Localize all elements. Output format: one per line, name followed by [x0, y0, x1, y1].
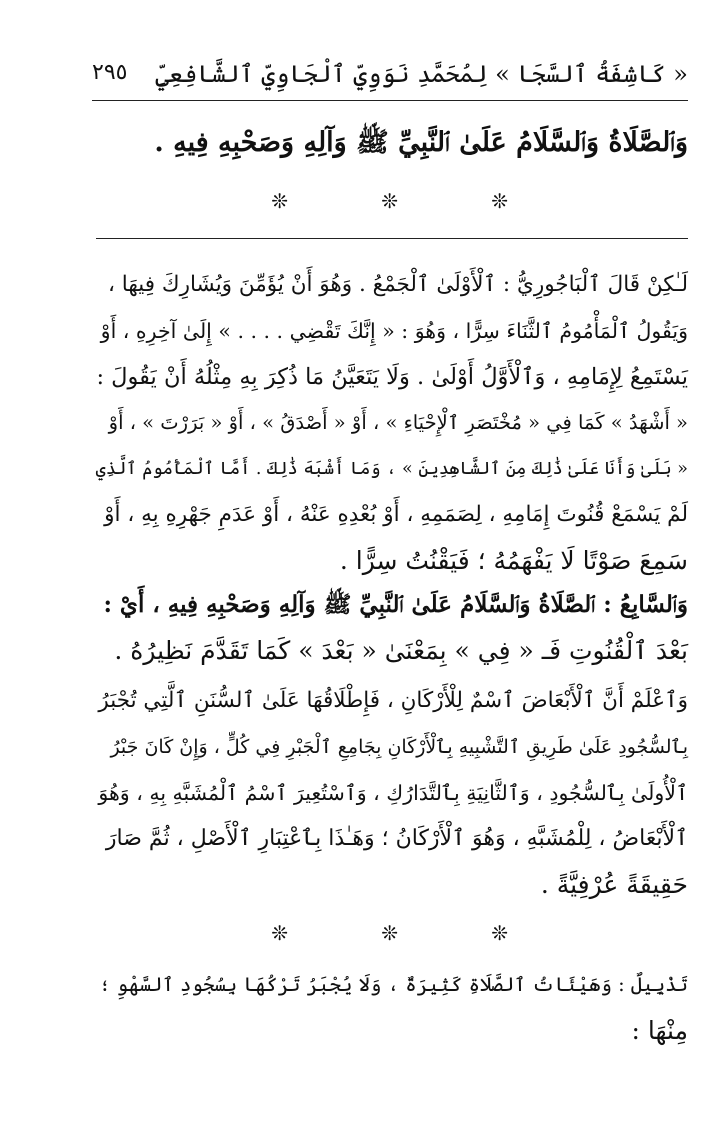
paragraph-line: بِٱلسُّجُودِ عَلَىٰ طَرِيقِ ٱلتَّشْبِيهِ بِٱلْأَرْكَانِ بِجَامِعِ ٱلْجَبْرِ فِي كُلٍّ ، وَإِنْ كَانَ جَبْرُ: [110, 736, 688, 758]
paragraph-line: يَسْتَمِعُ لِإِمَامِهِ ، وَٱلْأَوَّلُ أَوْلَىٰ . وَلَا يَتَعَيَّنُ مَا ذُكِرَ بِهِ مِثْلُهُ أَنْ يَقُولَ :: [96, 364, 688, 390]
stars-separator-middle: [96, 918, 688, 948]
star-ornament: ❊: [271, 189, 288, 213]
paragraph-line: تَذْيِيلٌ : وَهَيْئَاتُ ٱلصَّلَاةِ كَثِيرَةٌ ، وَلَا يُجْبَرُ تَرْكُهَا بِسُجُودِ ٱلسَّهْوِ ؛: [99, 973, 688, 996]
paragraph-line: سَمِعَ صَوْتًا لَا يَفْهَمُهُ ؛ فَيَقْنُتُ سِرًّا .: [339, 546, 688, 575]
section-rule: [96, 238, 688, 239]
paragraph-line: لَـٰكِنْ قَالَ ٱلْبَاجُورِيُّ : ٱلْأَوْلَىٰ ٱلْجَمْعُ . وَهُوَ أَنْ يُؤَمِّنَ وَيُشَارِكَ فِيهَا ،: [108, 272, 688, 297]
paragraph-line: « بَلَىٰ وَأَنَا عَلَىٰ ذَٰلِكَ مِنَ ٱلشَّاهِدِينَ » ، وَمَا أَشْبَهَ ذَٰلِكَ . أَمَّا ٱلْمَأْمُومُ ٱلَّذِي: [95, 459, 688, 479]
paragraph-line: وَٱلسَّابِعُ : ٱلصَّلَاةُ وَٱلسَّلَامُ عَلَىٰ ٱلنَّبِيِّ ﷺ وَآلِهِ وَصَحْبِهِ فِيهِ ، أَيْ :: [103, 591, 688, 618]
paragraph-line: ٱلْأَبْعَاضُ ، لِلْمُشَبَّهِ ، وَهُوَ ٱلْأَرْكَانُ ؛ وَهَـٰذَا بِٱعْتِبَارِ ٱلْأَصْلِ ، ثُمَّ صَارَ: [105, 826, 688, 851]
stars-separator-top: [96, 186, 688, 216]
paragraph-line: لَمْ يَسْمَعْ قُنُوتَ إِمَامِهِ ، لِصَمَمِهِ ، أَوْ بُعْدِهِ عَنْهُ ، أَوْ عَدَمِ جَهْرِهِ بِهِ ، أَوْ: [104, 502, 688, 527]
paragraph-3: [96, 678, 688, 914]
header-title: « كَاشِفَةُ ٱلسَّجَا » لِمُحَمَّدِ نَوَوِيِّ ٱلْجَاوِيِّ ٱلشَّافِعِيِّ: [155, 60, 688, 88]
star-ornament: ❊: [271, 921, 288, 945]
paragraph-line: وَٱعْلَمْ أَنَّ ٱلْأَبْعَاضَ ٱسْمٌ لِلْأَرْكَانِ ، فَإِطْلَاقُهَا عَلَىٰ ٱلسُّنَنِ ٱلَّتِي تُجْبَرُ: [98, 688, 688, 713]
paragraph-line: ٱلْأُولَىٰ بِٱلسُّجُودِ ، وَٱلثَّانِيَةِ بِٱلتَّدَارُكِ ، وَٱسْتُعِيرَ ٱسْمُ ٱلْمُشَبَّهِ بِهِ ، وَهُوَ: [98, 781, 688, 805]
star-ornament: ❊: [491, 189, 508, 213]
continuation-line: وَٱلصَّلَاةُ وَٱلسَّلَامُ عَلَىٰ ٱلنَّبِيِّ ﷺ وَآلِهِ وَصَحْبِهِ فِيهِ .: [154, 127, 688, 158]
header-rule: [92, 100, 688, 101]
paragraph-line: مِنْهَا :: [631, 1016, 688, 1045]
star-ornament: ❊: [381, 189, 398, 213]
paragraph-2: [96, 582, 688, 678]
continuation-block: [96, 120, 688, 170]
paragraph-line: « أَشْهَدُ » كَمَا فِي « مُخْتَصَرِ ٱلْإِحْيَاءِ » ، أَوْ « أَصْدَقُ » ، أَوْ « بَرَرْتَ » ، أَوْ: [108, 411, 688, 434]
paragraph-1: [96, 262, 688, 592]
paragraph-line: بَعْدَ ٱلْقُنُوتِ فَـ « فِي » بِمَعْنَىٰ « بَعْدَ » كَمَا تَقَدَّمَ نَظِيرُهُ .: [114, 636, 688, 665]
paragraph-4: [96, 962, 688, 1062]
paragraph-line: حَقِيقَةً عُرْفِيَّةً .: [540, 870, 688, 899]
star-ornament: ❊: [491, 921, 508, 945]
paragraph-line: وَيَقُولُ ٱلْمَأْمُومُ ٱلثَّنَاءَ سِرًّا ، وَهُوَ : « إِنَّكَ تَقْضِي . . . . » إِلَىٰ آخِرِهِ ، أَوْ: [100, 319, 688, 343]
star-ornament: ❊: [381, 921, 398, 945]
page-number: ٢٩٥: [92, 60, 128, 85]
running-header: [92, 56, 688, 96]
